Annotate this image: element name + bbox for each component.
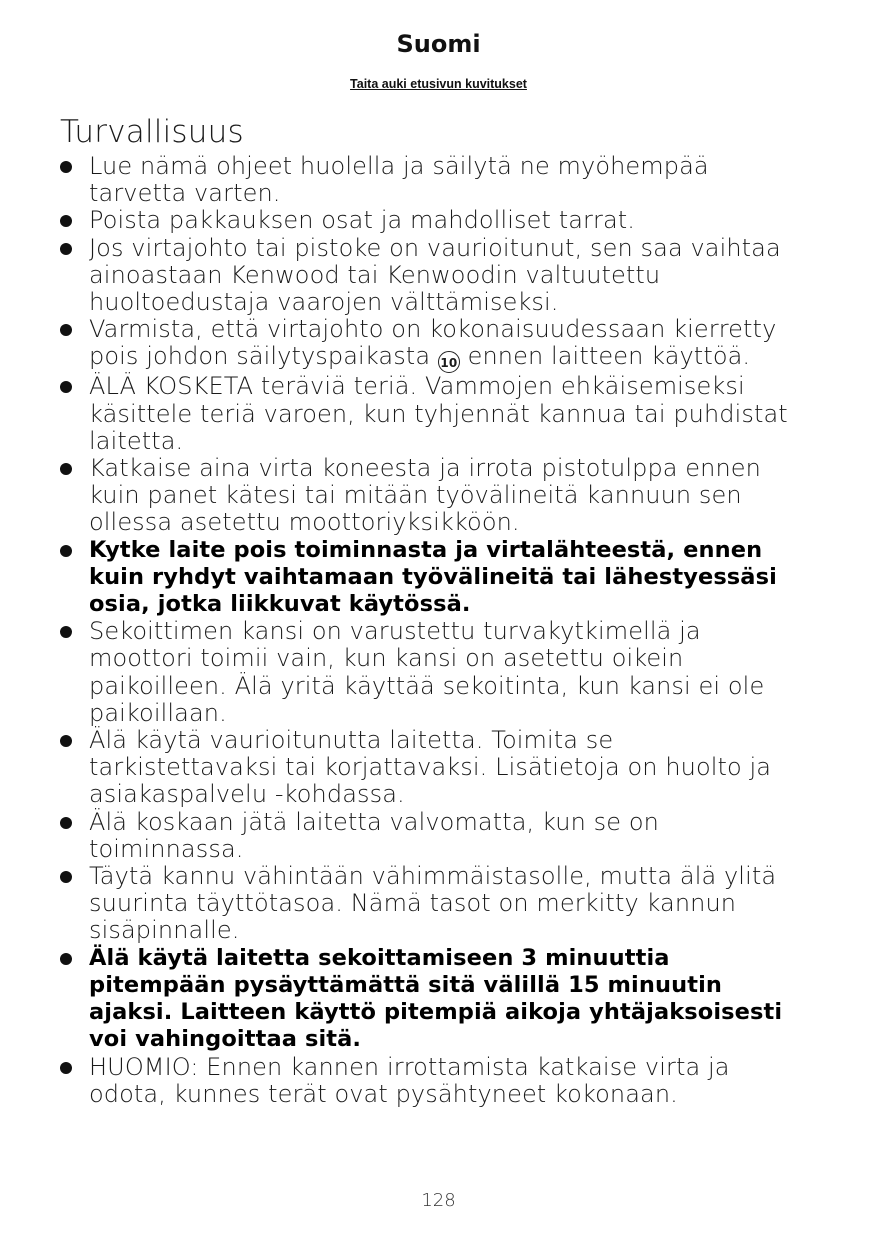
list-item-text: ennen laitteen käyttöä. [467,342,751,371]
bullet-icon [60,626,72,638]
bullet-icon [60,1062,72,1074]
list-item-text: Sekoittimen kansi on varustettu turvakytkimellä ja moottori toimii vain, kun kansi on asetettu oikein paikoilleen. Älä yritä käyttää sekoitinta, kun kansi ei ole paikoillaan. [89,617,765,727]
list-item-text: Lue nämä ohjeet huolella ja säilytä ne myöhempää tarvetta varten. [89,152,709,208]
list-item [60,207,800,234]
bullet-icon [60,463,72,475]
list-item-warning [60,537,800,619]
list-item-text: Älä käytä vaurioitunutta laitetta. Toimita se tarkistettavaksi tai korjattavaksi. Lisätietoja on huolto ja asiakaspalvelu -kohdassa. [89,726,772,809]
list-item-text: Jos virtajohto tai pistoke on vaurioitunut, sen saa vaihtaa ainoastaan Kenwood tai Kenwoodin valtuutettu huoltoedustaja vaarojen välttämiseksi. [89,233,781,317]
list-item-text: Varmista, että virtajohto on kokonaisuudessaan kierretty pois johdon säilytyspaikasta [89,315,777,371]
list-item [60,863,800,945]
bullet-icon [60,735,72,747]
fold-out-instruction: Taita auki etusivun kuvitukset [350,77,527,91]
list-item-text: Älä käytä laitetta sekoittamiseen 3 minuuttia pitempään pysäyttämättä sitä välillä 15 minuutin ajaksi. Laitteen käyttö pitempiä aikoja yhtäjaksoisesti voi vahingoittaa sitä. [89,944,783,1053]
page-title: Suomi [396,30,481,58]
list-item [60,455,800,537]
list-item-text: Älä koskaan jätä laitetta valvomatta, kun se on toiminnassa. [89,807,659,863]
bullet-icon [60,161,72,173]
page-number: 128 [421,1190,456,1211]
bullet-icon [60,871,72,883]
list-item [60,235,800,317]
list-item [60,618,800,727]
safety-list [60,153,800,1108]
list-item [60,153,800,207]
list-item-text: HUOMIO: Ennen kannen irrottamista katkaise virta ja odota, kunnes terät ovat pysähtyneet kokonaan. [89,1052,730,1108]
list-item [60,809,800,863]
bullet-icon [60,381,72,393]
section-heading-safety: Turvallisuus [60,114,244,150]
figure-reference-10-icon: 10 [438,351,460,373]
list-item [60,373,800,455]
bullet-icon [60,817,72,829]
bullet-icon [60,243,72,255]
bullet-icon [60,215,72,227]
list-item-text: Kytke laite pois toiminnasta ja virtalähteestä, ennen kuin ryhdyt vaihtamaan työvälineitä tai lähestyessäsi osia, jotka liikkuvat käytössä. [89,536,777,618]
list-item [60,316,800,373]
list-item [60,1054,800,1108]
bullet-icon [60,545,72,557]
bullet-icon [60,953,72,965]
bullet-icon [60,324,72,336]
list-item-text: ÄLÄ KOSKETA teräviä teriä. Vammojen ehkäisemiseksi käsittele teriä varoen, kun tyhjennät kannua tai puhdistat laitetta. [89,372,788,455]
list-item-text: Täytä kannu vähintään vähimmäistasolle, mutta älä ylitä suurinta täyttötasoa. Nämä tasot on merkitty kannun sisäpinnalle. [89,862,777,945]
list-item-text: Poista pakkauksen osat ja mahdolliset tarrat. [89,206,636,235]
list-item [60,727,800,809]
list-item-text: Katkaise aina virta koneesta ja irrota pistotulppa ennen kuin panet kätesi tai mitään työvälineitä kannuun sen ollessa asetettu moottoriyksikköön. [89,454,761,537]
list-item-warning [60,945,800,1054]
